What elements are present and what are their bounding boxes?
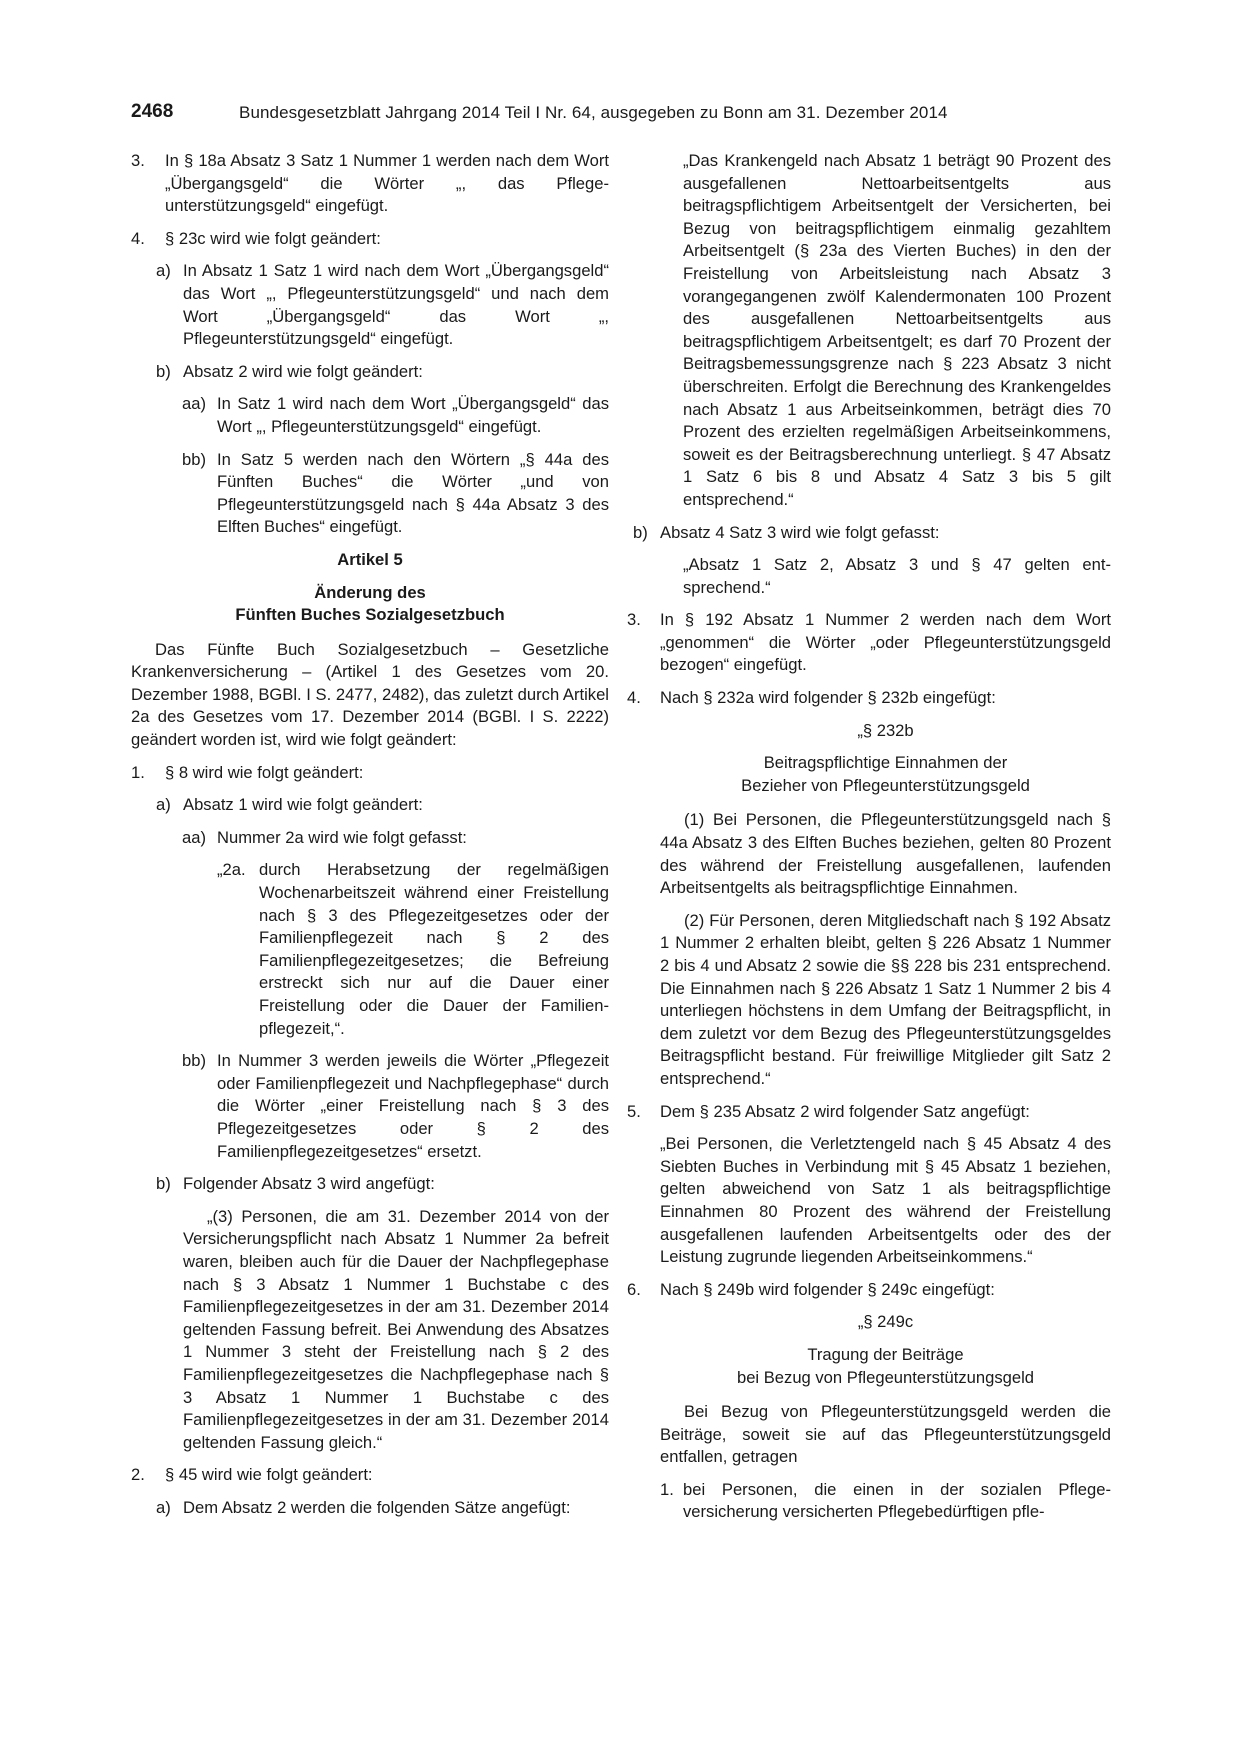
item-number: 1.: [660, 1479, 674, 1499]
list-item: [131, 260, 609, 350]
item-text: Absatz 4 Satz 3 wird wie folgt gefasst:: [660, 522, 940, 542]
list-item: [131, 1464, 609, 1487]
section-number: „§ 232b: [857, 720, 914, 740]
article-heading: [131, 582, 609, 627]
list-item: [131, 794, 609, 817]
quoted-paragraph: „Bei Personen, die Verletztengeld nach § 45 Absatz 4 des Siebten Buches in Verbindung mit § 45 Absatz 1 beziehen, gelten abweichend von Satz 1 als beitragspflichtige Einnahmen 80 Prozent des während der Freistellung ausgefallenen laufenden Arbeitsentgelts oder des der Leistung zugrunde liegenden Arbeitseinkommens.“: [660, 1134, 1111, 1267]
item-text: Absatz 2 wird wie folgt geändert:: [183, 361, 423, 381]
paragraph: (2) Für Personen, deren Mitgliedschaft nach § 192 Absatz 1 Nummer 2 erhalten bleibt, gelten § 226 Absatz 1 Nummer 2 bis 4 und Absatz 2 sowie die §§ 228 bis 231 entsprechend. Die Einnahmen nach § 226 Absatz 1 Satz 1 Nummer 2 bis 4 unterliegen höchstens in dem Umfang der Beitragspflicht, in dem zuletzt vor dem Bezug des Pflegeunterstützungsgeldes Beitragspflicht bestand. Für freiwillige Mitglieder gilt Satz 2 entsprechend.“: [660, 910, 1111, 1088]
item-number: 4.: [131, 228, 145, 248]
section-heading-line: bei Bezug von Pflegeunterstützungsgeld: [736, 1367, 1035, 1387]
item-text: In § 192 Absatz 1 Nummer 2 werden nach dem Wort „genommen“ die Wörter „oder Pflegeunterstützungsgeld bezogen“ eingefügt.: [660, 610, 1111, 675]
paragraph: Bei Bezug von Pflegeunterstützungsgeld werden die Beiträge, soweit sie auf das Pflegeunterstützungsgeld entfallen, getragen: [660, 1402, 1111, 1467]
item-letter: b): [633, 522, 648, 542]
item-text: Nach § 249b wird folgender § 249c eingefügt:: [660, 1279, 995, 1299]
list-item: [131, 1497, 609, 1520]
list-item: [627, 687, 1111, 710]
item-number: 1.: [131, 762, 145, 782]
item-text: § 8 wird wie folgt geändert:: [165, 762, 364, 782]
quoted-paragraph: „Das Krankengeld nach Absatz 1 beträgt 90 Prozent des ausgefallenen Nettoarbeitsentgelts aus beitragspflichtigem Arbeitsentgelt der Versicherten, bei Bezug von beitragspflichtigem einmalig gezahltem Arbeitsentgelt (§ 23a des Vierten Buches) in den der Freistellung von Arbeitsleistung nach Absatz 3 vorangegangenen zwölf Kalendermonaten 100 Prozent des ausgefallenen Nettoarbeitsentgelts aus beitragspflichtigem Arbeitsentgelt; es darf 70 Prozent der Beitragsbemessungsgrenze nach § 223 Absatz 3 nicht überschreiten. Erfolgt die Berechnung des Krankengeldes nach Absatz 1 aus Arbeitseinkommen, beträgt dies 70 Prozent des erzielten regelmäßigen Arbeitseinkommens, soweit es der Beitragsberechnung unterliegt. § 47 Absatz 1 Satz 6 bis 8 und Absatz 4 Satz 3 bis 5 gilt entsprechend.“: [683, 151, 1111, 509]
list-item: [131, 1050, 609, 1163]
article-heading-line: Änderung des: [314, 582, 426, 602]
section-heading: [633, 1344, 1111, 1389]
item-number: „2a.: [217, 860, 246, 880]
article-heading-line: Fünften Buches Sozialgesetzbuch: [235, 605, 505, 625]
list-item: [131, 393, 609, 438]
item-number: 3.: [131, 151, 145, 170]
item-letter: a): [156, 795, 171, 815]
item-text: In Absatz 1 Satz 1 wird nach dem Wort „Übergangsgeld“ das Wort „, Pflegeunterstützungsgeld“ und nach dem Wort „Übergangsgeld“ das Wort „, Pflegeunterstützungsgeld“ eingefügt.: [183, 261, 609, 349]
list-item: [131, 150, 609, 218]
page-number: 2468: [131, 101, 174, 122]
list-item: [131, 762, 609, 785]
item-text: In Satz 1 wird nach dem Wort „Übergangsgeld“ das Wort „, Pflegeunterstützungsgeld“ eingefügt.: [217, 394, 609, 436]
section-heading-line: Tragung der Beiträge: [807, 1344, 964, 1364]
item-text: durch Herabsetzung der regelmäßigen Wochenarbeitszeit während einer Freistellung nach § 3 des Pflegezeitgesetzes oder der Familienpflegezeit nach § 2 des Familienpflegezeitgesetzes; die Befreiung erstreckt sich nur auf die Dauer einer Freistellung oder die Dauer der Familienpflegezeit,“.: [259, 860, 609, 1038]
item-number: 5.: [627, 1101, 641, 1121]
section-number: „§ 249c: [857, 1312, 914, 1332]
list-item: [131, 1173, 609, 1196]
list-item: [633, 1479, 1111, 1524]
item-letter: b): [156, 361, 171, 381]
running-title: Bundesgesetzblatt Jahrgang 2014 Teil I Nr. 64, ausgegeben zu Bonn am 31. Dezember 2014: [239, 103, 948, 122]
item-text: Nach § 232a wird folgender § 232b eingefügt:: [660, 688, 996, 708]
section-heading-line: Beitragspflichtige Einnahmen der: [763, 753, 1008, 773]
list-item: [627, 1101, 1111, 1124]
item-text: In Satz 5 werden nach den Wörtern „§ 44a des Fünften Buches“ die Wörter „und von Pflegeunterstützungsgeld nach § 44a Absatz 3 des Elften Buches“ eingefügt.: [217, 449, 609, 537]
section-heading-line: Bezieher von Pflegeunterstützungsgeld: [741, 775, 1030, 795]
item-text: In § 18a Absatz 3 Satz 1 Nummer 1 werden nach dem Wort „Übergangsgeld“ die Wörter „, das Pflegeunterstützungsgeld“ eingefügt.: [165, 151, 609, 216]
list-item: [131, 228, 609, 251]
item-text: Folgender Absatz 3 wird angefügt:: [183, 1174, 435, 1194]
item-letter: aa): [182, 394, 206, 414]
item-letter: bb): [182, 449, 206, 469]
list-item: [131, 827, 609, 850]
paragraph: (1) Bei Personen, die Pflegeunterstützungsgeld nach § 44a Absatz 3 des Elften Buches beziehen, gelten 80 Prozent des während der Freistellung ausgefallenen, laufenden Arbeitsentgelts als beitragspflichtige Einnahmen.: [660, 810, 1111, 898]
item-text: Dem Absatz 2 werden die folgenden Sätze angefügt:: [183, 1497, 571, 1517]
list-item: [627, 1279, 1111, 1302]
item-letter: bb): [182, 1051, 206, 1071]
item-text: Nummer 2a wird wie folgt gefasst:: [217, 827, 467, 847]
item-text: § 23c wird wie folgt geändert:: [165, 228, 381, 248]
list-item: [131, 361, 609, 384]
list-item: [633, 522, 1111, 545]
quoted-item: [131, 859, 609, 1040]
list-item: [131, 449, 609, 539]
item-number: 3.: [627, 610, 641, 630]
item-letter: b): [156, 1174, 171, 1194]
item-letter: aa): [182, 827, 206, 847]
item-text: In Nummer 3 werden jeweils die Wörter „Pflegezeit oder Familienpflegezeit und Nachpflegephase“ durch die Wörter „einer Freistellung nach § 3 des Pflegezeitgesetzes oder § 2 des Familienpflegezeitgesetzes“ ersetzt.: [217, 1051, 609, 1161]
right-column: [627, 150, 1111, 1534]
item-text: Absatz 1 wird wie folgt geändert:: [183, 795, 423, 815]
item-number: 6.: [627, 1279, 641, 1299]
left-column: [131, 150, 609, 1529]
item-text: bei Personen, die einen in der sozialen Pflegeversicherung versicherten Pflegebedürftigen pfle-: [683, 1479, 1111, 1522]
item-letter: a): [156, 1497, 171, 1517]
intro-paragraph: Das Fünfte Buch Sozialgesetzbuch – Gesetzliche Krankenversicherung – (Artikel 1 des Gesetzes vom 20. Dezember 1988, BGBl. I S. 2477, 2482), das zuletzt durch Artikel 2a des Gesetzes vom 17. Dezember 2014 (BGBl. I S. 2222) geändert worden ist, wird wie folgt geändert:: [131, 639, 609, 750]
item-text: § 45 wird wie folgt geändert:: [165, 1465, 373, 1485]
section-heading: [633, 752, 1111, 797]
list-item: [627, 609, 1111, 677]
article-title: Artikel 5: [337, 549, 403, 569]
item-text: Dem § 235 Absatz 2 wird folgender Satz angefügt:: [660, 1101, 1030, 1121]
quoted-paragraph: „Absatz 1 Satz 2, Absatz 3 und § 47 gelten entsprechend.“: [683, 555, 1111, 597]
item-letter: a): [156, 261, 171, 281]
item-number: 2.: [131, 1465, 145, 1485]
item-number: 4.: [627, 688, 641, 708]
quoted-paragraph: „(3) Personen, die am 31. Dezember 2014 von der Versicherungspflicht nach Absatz 1 Nummer 2a befreit waren, bleiben auch für die Dauer der Nachpflegephase nach § 3 Absatz 1 Nummer 1 Buchstabe c des Familienpflegezeitgesetzes in der am 31. Dezember 2014 geltenden Fassung befreit. Bei Anwendung des Absatzes 1 Nummer 3 steht der Freistellung nach § 2 des Familienpflegezeitgesetzes die Nachpflegephase nach § 3 Absatz 1 Nummer 1 Buchstabe c des Familienpflegezeitgesetzes in der am 31. Dezember 2014 geltenden Fassung gleich.“: [183, 1206, 609, 1452]
